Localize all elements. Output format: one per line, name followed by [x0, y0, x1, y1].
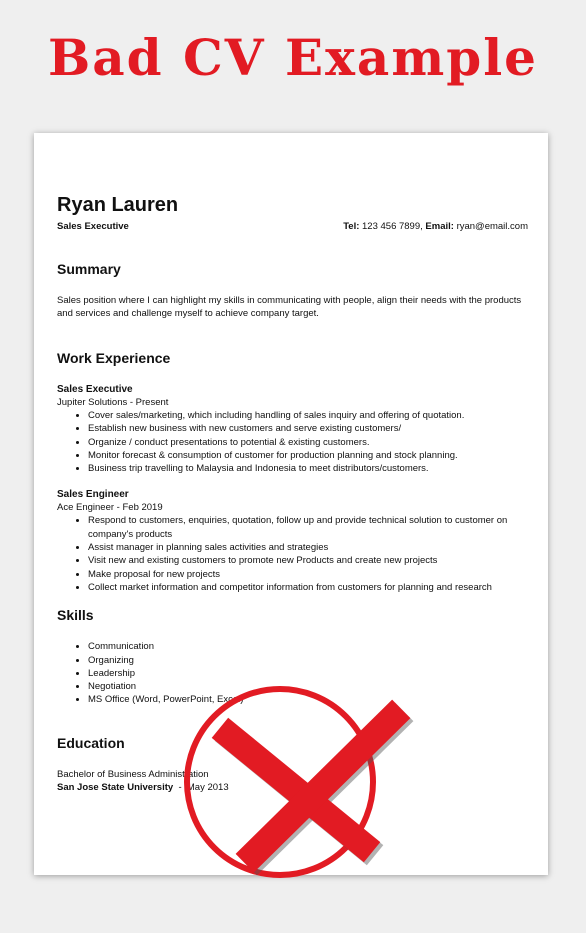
job-entry: [57, 488, 528, 594]
education-heading: Education: [57, 734, 125, 751]
list-item: • MS Office (Word, PowerPoint, Excel): [88, 693, 528, 706]
summary-text: Sales position where I can highlight my skills in communicating with people, align their needs with the products and services and challenge myself to achieve company target.: [57, 295, 522, 319]
list-item: • Collect market information and competitor information from customers for planning and research: [88, 581, 528, 594]
education-degree: Bachelor of Business Administration: [57, 768, 209, 780]
job-meta: Jupiter Solutions - Present: [57, 397, 169, 408]
list-item: • Communication: [88, 640, 528, 653]
job-title: Sales Engineer: [57, 489, 129, 501]
education-date: - May 2013: [173, 781, 229, 793]
cv-role: Sales Executive: [57, 221, 129, 232]
cv-content: [57, 193, 528, 794]
job-entry: [57, 383, 528, 475]
cv-contact: [343, 221, 528, 232]
tel-label: Tel:: [343, 221, 360, 232]
work-heading: Work Experience: [57, 350, 171, 366]
list-item: • Leadership: [88, 667, 528, 680]
list-item: • Organize / conduct presentations to potential & existing customers.: [88, 436, 528, 449]
job-meta: Ace Engineer - Feb 2019: [57, 502, 163, 514]
skills-list: [57, 640, 528, 706]
job-bullets: [57, 514, 528, 594]
email-value: ryan@email.com: [456, 221, 528, 232]
skills-heading: Skills: [57, 607, 94, 624]
job-title: Sales Executive: [57, 384, 133, 395]
email-label: Email:: [425, 221, 454, 232]
job-bullets: [57, 409, 528, 475]
list-item: • Visit new and existing customers to promote new Products and create new projects: [88, 554, 528, 567]
cv-name: Ryan Lauren: [57, 194, 179, 216]
education-school: San Jose State University: [57, 781, 174, 793]
cv-page: [34, 133, 548, 875]
list-item: • Respond to customers, enquiries, quotation, follow up and provide technical solution to customer on company's products: [88, 514, 528, 541]
list-item: • Monitor forecast & consumption of customer for production planning and stock planning.: [88, 449, 528, 462]
list-item: • Business trip travelling to Malaysia and Indonesia to meet distributors/customers.: [88, 462, 528, 475]
list-item: • Organizing: [88, 654, 528, 667]
list-item: • Negotiation: [88, 680, 528, 693]
tel-value: 123 456 7899,: [362, 221, 423, 232]
banner-title: Bad CV Example: [47, 28, 538, 87]
list-item: • Cover sales/marketing, which including handling of sales inquiry and offering of quotation.: [88, 409, 528, 422]
summary-heading: Summary: [57, 261, 121, 277]
education-school-line: [57, 781, 528, 794]
list-item: • Establish new business with new customers and serve existing customers/: [88, 422, 528, 435]
cv-header-row: [57, 221, 528, 232]
list-item: • Assist manager in planning sales activities and strategies: [88, 541, 528, 554]
list-item: • Make proposal for new projects: [88, 568, 528, 581]
